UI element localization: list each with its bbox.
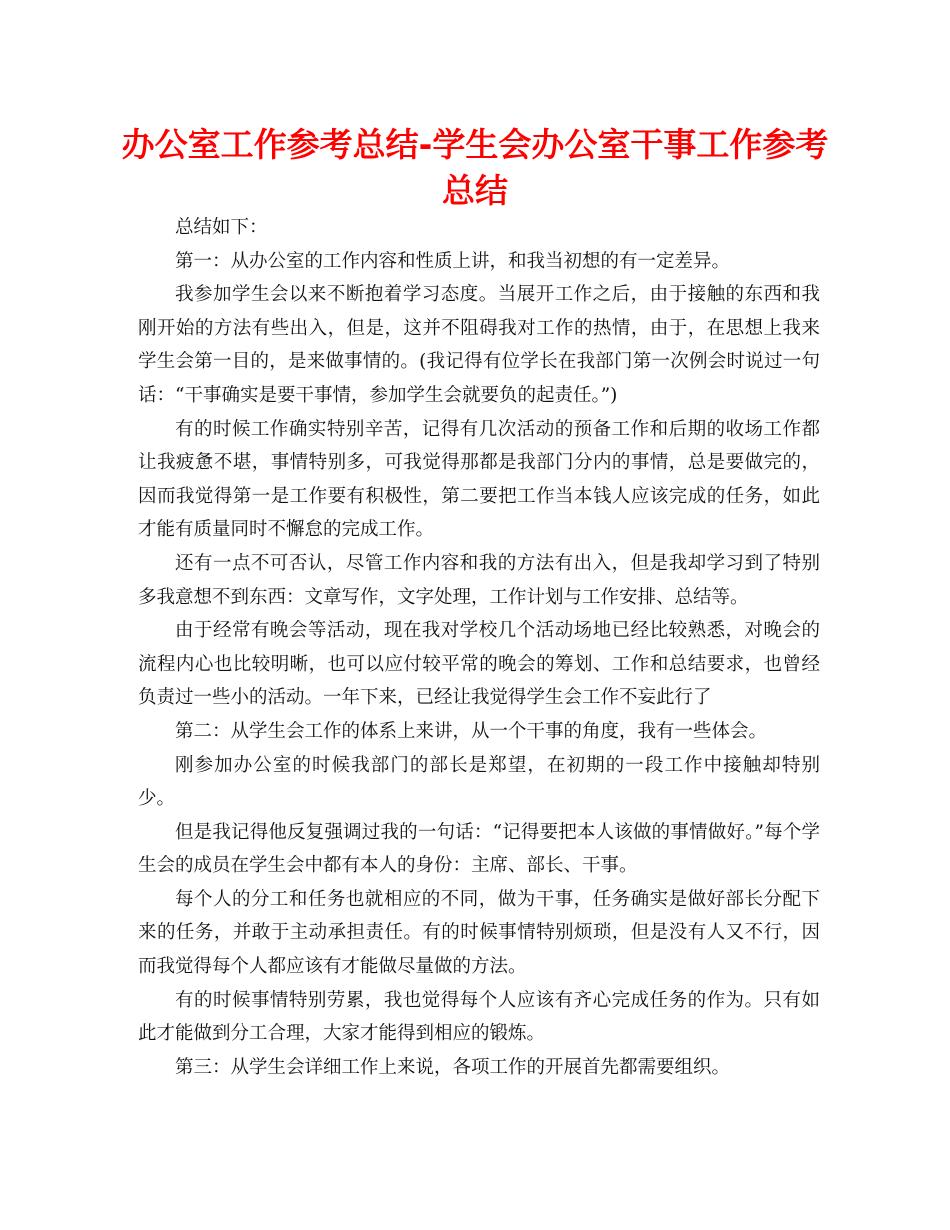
paragraph: 但是我记得他反复强调过我的一句话：“记得要把本人该做的事情做好。”每个学生会的成员在学生会中都有本人的身份：主席、部长、干事。 — [138, 821, 820, 877]
paragraph: 第二：从学生会工作的体系上来讲，从一个干事的角度，我有一些体会。 — [175, 720, 768, 742]
paragraph: 第一：从办公室的工作内容和性质上讲，和我当初想的有一定差异。 — [175, 250, 731, 272]
paragraph: 有的时候事情特别劳累，我也觉得每个人应该有齐心完成任务的作为。只有如此才能做到分工合理，大家才能得到相应的锻炼。 — [138, 989, 820, 1045]
paragraph: 有的时候工作确实特别辛苦，记得有几次活动的预备工作和后期的收场工作都让我疲惫不堪，事情特别多，可我觉得那都是我部门分内的事情，总是要做完的，因而我觉得第一是工作要有积极性，第二要把工作当本钱人应该完成的任务，如此才能有质量同时不懈怠的完成工作。 — [138, 418, 820, 541]
paragraph: 刚参加办公室的时候我部门的部长是郑望，在初期的一段工作中接触却特别少。 — [138, 754, 820, 810]
paragraph: 由于经常有晚会等活动，现在我对学校几个活动场地已经比较熟悉，对晚会的流程内心也比较明晰，也可以应付较平常的晚会的筹划、工作和总结要求，也曾经负责过一些小的活动。一年下来，已经让我觉得学生会工作不妄此行了 — [138, 620, 820, 709]
paragraph: 总结如下： — [175, 217, 268, 238]
document-body — [138, 211, 820, 1084]
paragraph: 每个人的分工和任务也就相应的不同，做为干事，任务确实是做好部长分配下来的任务，并敢于主动承担责任。有的时候事情特别烦琐，但是没有人又不行，因而我觉得每个人都应该有才能做尽量做的方法。 — [138, 888, 820, 978]
paragraph: 第三：从学生会详细工作上来说，各项工作的开展首先都需要组织。 — [175, 1056, 731, 1078]
paragraph: 还有一点不可否认，尽管工作内容和我的方法有出入，但是我却学习到了特别多我意想不到东西：文章写作，文字处理，工作计划与工作安排、总结等。 — [138, 552, 820, 608]
paragraph: 我参加学生会以来不断抱着学习态度。当展开工作之后，由于接触的东西和我刚开始的方法有些出入，但是，这并不阻碍我对工作的热情，由于，在思想上我来学生会第一目的，是来做事情的。(我记得有位学长在我部门第一次例会时说过一句话：“干事确实是要干事情，参加学生会就要负的起责任。”) — [138, 284, 820, 406]
document-title: 办公室工作参考总结-学生会办公室干事工作参考总结 — [121, 125, 829, 210]
